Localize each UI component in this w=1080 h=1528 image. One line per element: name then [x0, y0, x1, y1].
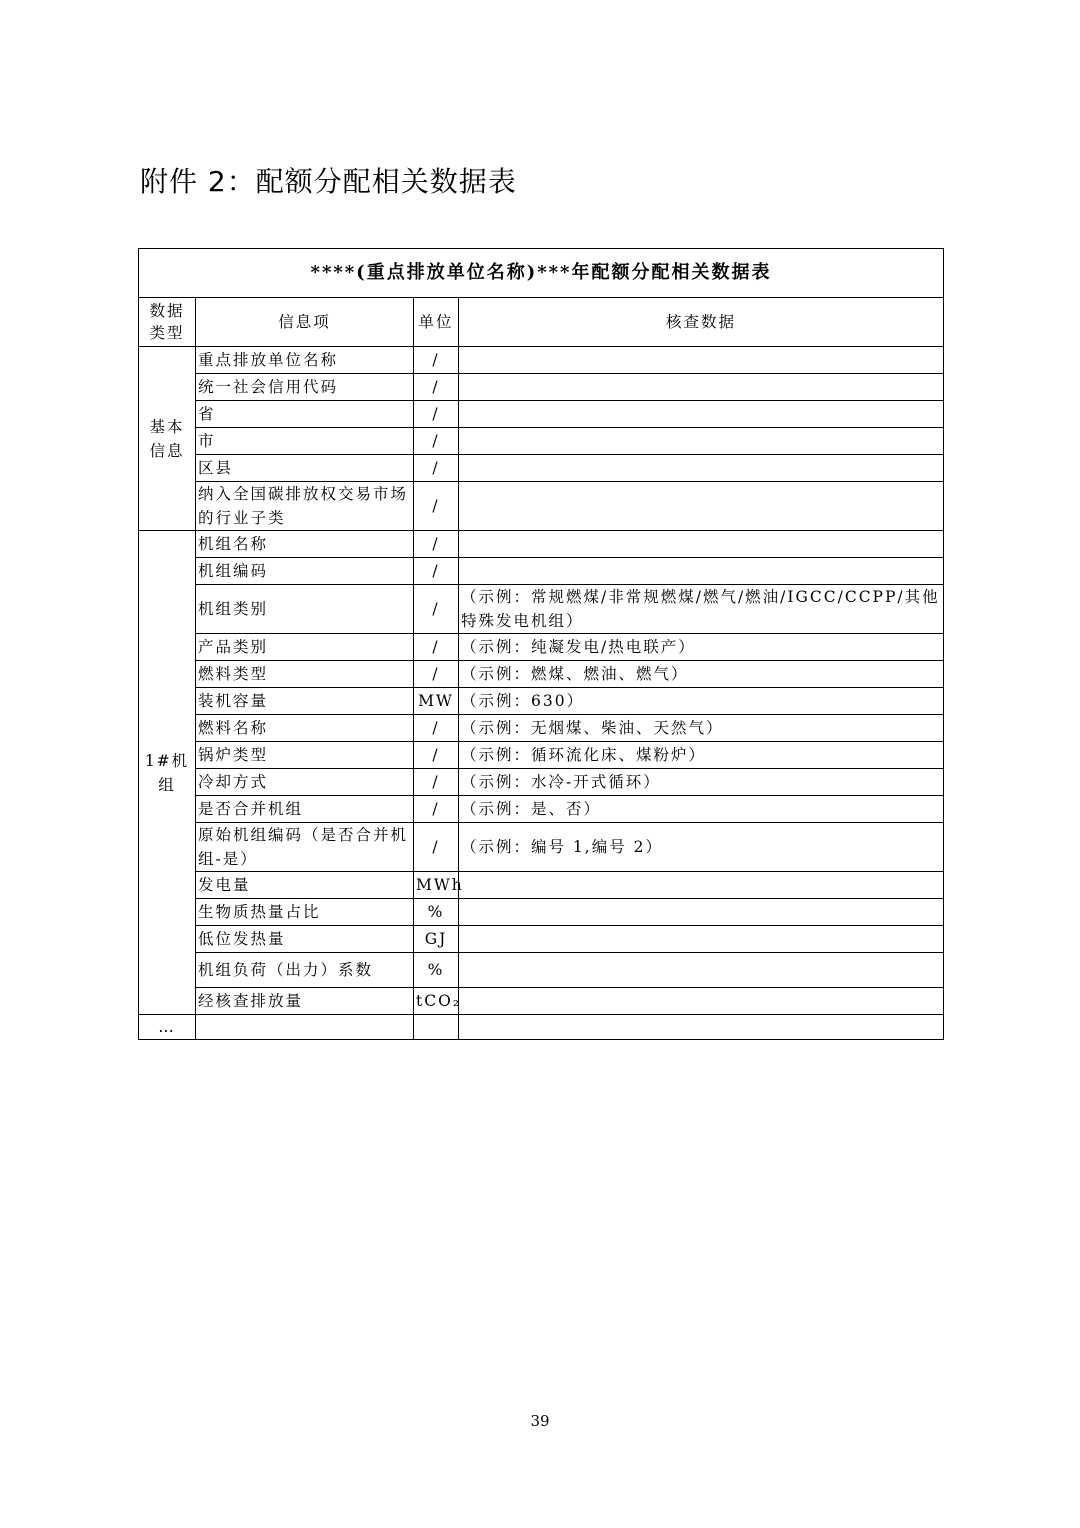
table-row [139, 558, 944, 585]
unit-cell: / [414, 742, 459, 769]
table-row [139, 585, 944, 634]
verified-data-cell: （示例：630） [459, 688, 944, 715]
table-row [139, 953, 944, 988]
item-cell: 统一社会信用代码 [196, 374, 414, 401]
unit-cell: % [414, 899, 459, 926]
table-row [139, 899, 944, 926]
unit-cell: / [414, 769, 459, 796]
unit-cell: / [414, 347, 459, 374]
item-cell: 机组名称 [196, 531, 414, 558]
ellipsis-cell: … [139, 1015, 196, 1040]
verified-data-cell [459, 953, 944, 988]
table-row [139, 428, 944, 455]
verified-data-cell [459, 428, 944, 455]
item-cell: 原始机组编码（是否合并机组-是） [196, 823, 414, 872]
verified-data-cell: （示例：循环流化床、煤粉炉） [459, 742, 944, 769]
item-cell: 生物质热量占比 [196, 899, 414, 926]
table-row [139, 634, 944, 661]
verified-data-cell [459, 872, 944, 899]
column-header-unit: 单位 [414, 298, 459, 347]
verified-data-cell: （示例：是、否） [459, 796, 944, 823]
item-cell: 省 [196, 401, 414, 428]
unit-cell: MWh [414, 872, 459, 899]
unit-cell: / [414, 455, 459, 482]
item-cell: 装机容量 [196, 688, 414, 715]
verified-data-cell: （示例：编号 1,编号 2） [459, 823, 944, 872]
column-header-verified-data: 核查数据 [459, 298, 944, 347]
item-cell: 产品类别 [196, 634, 414, 661]
item-cell: 区县 [196, 455, 414, 482]
unit-cell: tCO₂ [414, 988, 459, 1015]
unit-cell: / [414, 661, 459, 688]
verified-data-cell [459, 455, 944, 482]
allocation-data-table [138, 248, 944, 1040]
verified-data-cell: （示例：水冷-开式循环） [459, 769, 944, 796]
category-cell: 基本信息 [139, 347, 196, 531]
item-cell: 市 [196, 428, 414, 455]
table-row [139, 823, 944, 872]
unit-cell: MW [414, 688, 459, 715]
verified-data-cell: （示例：纯凝发电/热电联产） [459, 634, 944, 661]
verified-data-cell [459, 558, 944, 585]
verified-data-cell: （示例：燃煤、燃油、燃气） [459, 661, 944, 688]
table-row [139, 347, 944, 374]
table-caption: ****(重点排放单位名称)***年配额分配相关数据表 [139, 249, 944, 298]
unit-cell: / [414, 428, 459, 455]
table-row [139, 688, 944, 715]
unit-cell: / [414, 634, 459, 661]
table-row [139, 531, 944, 558]
table-row [139, 796, 944, 823]
column-header-item: 信息项 [196, 298, 414, 347]
page-number: 39 [530, 1412, 550, 1430]
table-row [139, 374, 944, 401]
category-cell: 1#机组 [139, 531, 196, 1015]
verified-data-cell [459, 347, 944, 374]
table-row [139, 482, 944, 531]
item-cell: 机组编码 [196, 558, 414, 585]
item-cell: 低位发热量 [196, 926, 414, 953]
unit-cell: / [414, 796, 459, 823]
table-row [139, 769, 944, 796]
unit-cell: / [414, 558, 459, 585]
document-heading: 附件 2：配额分配相关数据表 [140, 165, 517, 198]
empty-cell [414, 1015, 459, 1040]
item-cell: 发电量 [196, 872, 414, 899]
item-cell: 燃料类型 [196, 661, 414, 688]
unit-cell: / [414, 585, 459, 634]
verified-data-cell: （示例：常规燃煤/非常规燃煤/燃气/燃油/IGCC/CCPP/其他特殊发电机组） [459, 585, 944, 634]
table-row [139, 661, 944, 688]
table-row [139, 455, 944, 482]
verified-data-cell [459, 482, 944, 531]
table-row [139, 872, 944, 899]
verified-data-cell: （示例：无烟煤、柴油、天然气） [459, 715, 944, 742]
item-cell: 机组负荷（出力）系数 [196, 953, 414, 988]
verified-data-cell [459, 374, 944, 401]
unit-cell: / [414, 401, 459, 428]
ellipsis-row [139, 1015, 944, 1040]
unit-cell: / [414, 715, 459, 742]
table-row [139, 715, 944, 742]
column-header-data-type: 数据类型 [139, 298, 196, 347]
item-cell: 经核查排放量 [196, 988, 414, 1015]
unit-cell: GJ [414, 926, 459, 953]
item-cell: 锅炉类型 [196, 742, 414, 769]
verified-data-cell [459, 531, 944, 558]
table-row [139, 401, 944, 428]
item-cell: 冷却方式 [196, 769, 414, 796]
unit-cell: / [414, 482, 459, 531]
item-cell: 是否合并机组 [196, 796, 414, 823]
item-cell: 燃料名称 [196, 715, 414, 742]
verified-data-cell [459, 899, 944, 926]
table-row [139, 926, 944, 953]
unit-cell: % [414, 953, 459, 988]
item-cell: 纳入全国碳排放权交易市场的行业子类 [196, 482, 414, 531]
item-cell: 重点排放单位名称 [196, 347, 414, 374]
verified-data-cell [459, 401, 944, 428]
verified-data-cell [459, 988, 944, 1015]
verified-data-cell [459, 926, 944, 953]
table-row [139, 988, 944, 1015]
unit-cell: / [414, 823, 459, 872]
item-cell: 机组类别 [196, 585, 414, 634]
empty-cell [196, 1015, 414, 1040]
table-row [139, 742, 944, 769]
empty-cell [459, 1015, 944, 1040]
unit-cell: / [414, 531, 459, 558]
unit-cell: / [414, 374, 459, 401]
